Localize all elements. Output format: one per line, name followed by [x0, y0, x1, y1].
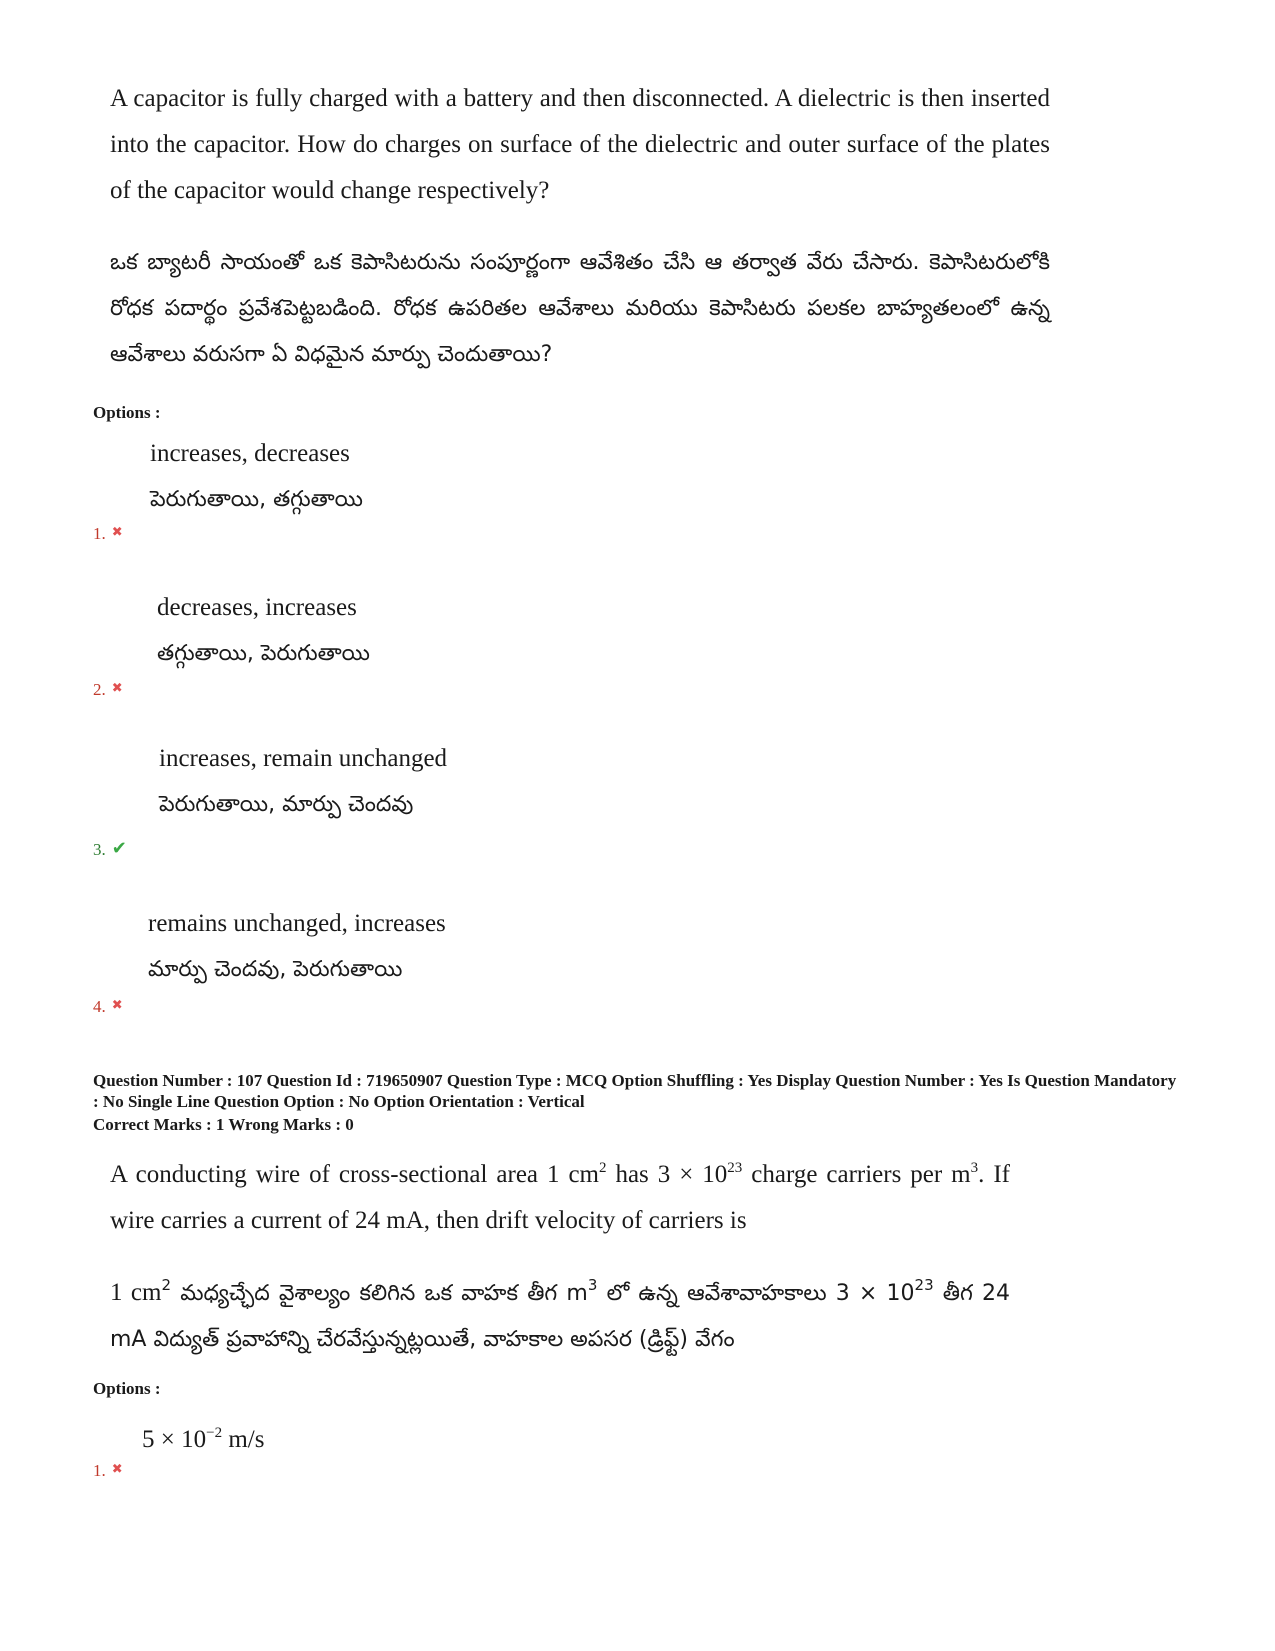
question-107-marks: Correct Marks : 1 Wrong Marks : 0 [93, 1115, 354, 1134]
option-4-text-en: remains unchanged, increases [148, 910, 446, 937]
cross-icon: ✖ [111, 680, 123, 695]
question-106-text-en: A capacitor is fully charged with a battery and then disconnected. A dielectric is then inserted into the capacitor. How do charges on surface of the dielectric and outer surface of the plates of the capacitor would change respectively? [110, 85, 1050, 204]
options-label: Options : [93, 403, 161, 422]
option-4-number: 4. ✖ [93, 997, 123, 1016]
option-3-text-te: పెరుగుతాయి, మార్పు చెందవు [159, 792, 414, 817]
option-2-number: 2. ✖ [93, 680, 123, 699]
question-107-text-en: A conducting wire of cross-sectional area 1 $cm^2$ has $3 \times 10^{23}$ charge carriers per $m^3$. If wire carries a current of 24 mA, then drift velocity of carriers is [110, 1160, 1010, 1234]
question-107-text-te: 1 $cm^2$ మధ్యచ్ఛేద వైశాల్యం కలిగిన ఒక వాహక తీగ $m^3$ లో ఉన్న ఆవేశావాహకాలు $3 \times 10^{23}$ తీగ 24 mA విద్యుత్ ప్రవాహాన్ని చేరవేస్తున్నట్లయితే, వాహకాల అపసర (డ్రిఫ్ట్) వేగం [110, 1276, 1011, 1352]
question-106-text-te: ఒక బ్యాటరీ సాయంతో ఒక కెపాసిటరును సంపూర్ణంగా ఆవేశితం చేసి ఆ తర్వాత వేరు చేసారు. కెపాసిటరులోకి రోధక పదార్థం ప్రవేశపెట్టబడింది. రోధక ఉపరితల ఆవేశాలు మరియు కెపాసిటరు పలకల బాహ్యతలంలో ఉన్న ఆవేశాలు వరుసగా ఏ విధమైన మార్పు చెందుతాయి? [110, 250, 1050, 367]
check-icon: ✔ [111, 838, 127, 858]
option-1-text-en: increases, decreases [150, 440, 350, 467]
cross-icon: ✖ [111, 524, 123, 539]
option-3-text-en: increases, remain unchanged [159, 745, 448, 772]
option-2-text-te: తగ్గుతాయి, పెరుగుతాయి [157, 641, 370, 666]
cross-icon: ✖ [111, 1461, 123, 1476]
cross-icon: ✖ [111, 997, 123, 1012]
option-3-number: 3. ✔ [93, 838, 127, 859]
option-1-number: 1. ✖ [93, 524, 123, 543]
options-label: Options : [93, 1379, 161, 1398]
question-107-option-1-text: $5 \times 10^{-2}$ m/s [142, 1425, 265, 1453]
question-107-metadata: Question Number : 107 Question Id : 719650907 Question Type : MCQ Option Shuffling : Yes Display Question Number : Yes Is Question Mandatory : No Single Line Question Option : No Option Orientation : Vertical [93, 1071, 1177, 1111]
option-4-text-te: మార్పు చెందవు, పెరుగుతాయి [148, 957, 403, 982]
question-107-option-1-number: 1. ✖ [93, 1461, 123, 1480]
option-2-text-en: decreases, increases [157, 594, 357, 621]
option-1-text-te: పెరుగుతాయి, తగ్గుతాయి [150, 487, 363, 512]
